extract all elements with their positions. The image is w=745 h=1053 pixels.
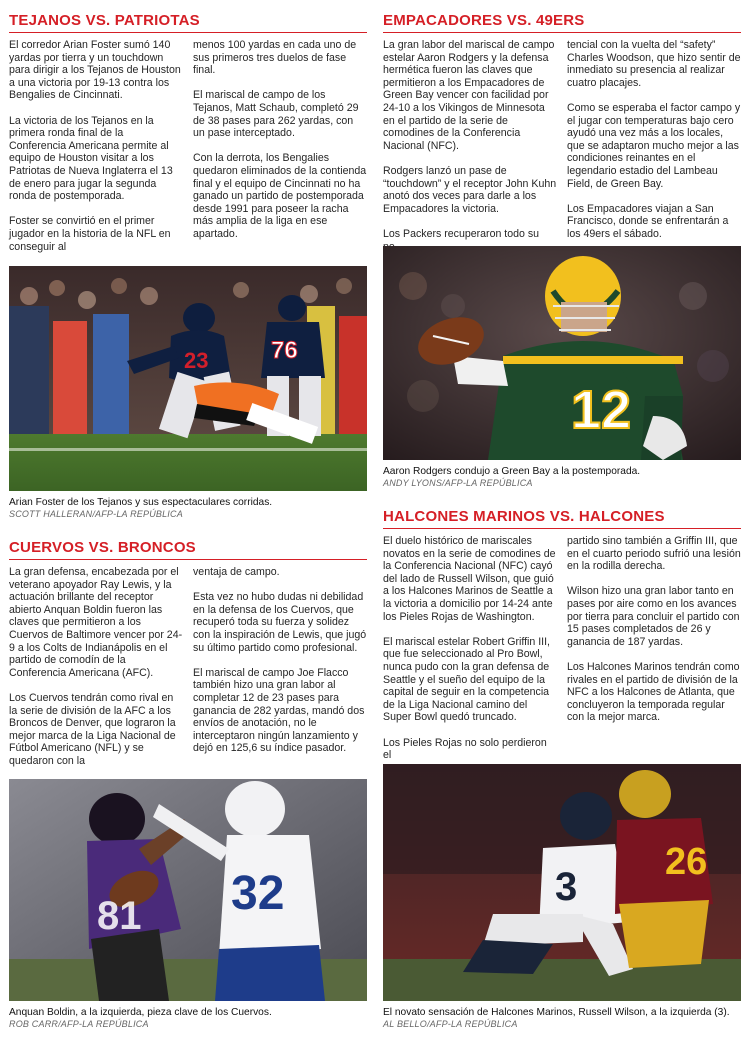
article-heading: EMPACADORES VS. 49ERS [383, 12, 741, 33]
article-column-2 [567, 39, 741, 253]
article-column-1 [9, 566, 183, 768]
paragraph: La victoria de los Tejanos en la primera ronda final de la Conferencia Americana permite al equipo de Houston visitar a los Patriotas de Nueva Inglaterra el 13 de enero para jugar la segunda ronda de postemporada. [9, 114, 173, 203]
photo-block-tejanos [9, 266, 367, 520]
paragraph: menos 100 yardas en cada uno de sus primeros tres duelos de fase final. [193, 39, 357, 77]
article-column-1 [9, 39, 183, 253]
photo-caption: El novato sensación de Halcones Marinos, Russell Wilson, a la izquierda (3). [383, 1007, 730, 1018]
article-column-2 [567, 535, 741, 762]
jersey-number: 76 [271, 337, 298, 364]
article-tejanos [9, 12, 367, 253]
paragraph: El mariscal de campo Joe Flacco también hizo una gran labor al completar 12 de 23 pases para ganancia de 282 yardas, mandó dos envíos de anotación, no le interceptaron ningún lanzamiento y dejó en 125,6 su índice pasador. [193, 666, 365, 755]
paragraph: La gran defensa, encabezada por el veterano apoyador Ray Lewis, y la actuación brillante del receptor abierto Anquan Boldin fueron las claves que permitieron a los Cuervos de Baltimore vencer por 24-9 a los Colts de Indianápolis en el partido de comodín de la Conferencia Americana (AFC). [9, 566, 183, 679]
photo-credit: SCOTT HALLERAN/AFP-LA REPÚBLICA [9, 509, 183, 519]
paragraph: El corredor Arian Foster sumó 140 yardas por tierra y un touchdown para dirigir a los Tejanos de Houston a una victoria por 19-13 contra los Bengalies de Cincinnati. [9, 39, 181, 102]
article-halcones [383, 508, 741, 762]
jersey-number: 26 [665, 841, 708, 883]
jersey-number: 3 [555, 865, 578, 909]
photo-credit: ROB CARR/AFP-LA REPÚBLICA [9, 1019, 149, 1029]
paragraph: Los Empacadores viajan a San Francisco, donde se enfrentarán a los 49ers el sábado. [567, 202, 729, 240]
paragraph: Wilson hizo una gran labor tanto en pases por aire como en los avances por tierra para concluir el partido con 15 pases completados de 26 y ganancia de 187 yardas. [567, 585, 740, 648]
paragraph: Los Packers recuperaron todo su [383, 227, 540, 240]
paragraph: partido sino también a Griffin III, que en el cuarto periodo sufrió una lesión en la rodilla derecha. [567, 535, 741, 573]
paragraph: Esta vez no hubo dudas ni debilidad en la defensa de los Cuervos, que recuperó toda su fuerza y solidez con la inspiración de Lewis, que jugó su último partido como profesional. [193, 591, 367, 654]
jersey-number: 23 [184, 348, 209, 373]
photo-wilson [383, 764, 741, 1001]
paragraph: Los Cuervos tendrán como rival en la serie de división de la AFC a los Broncos de Denver, que lograron la mejor marca de la Liga Nacional de Fútbol Americano (NFL) y se quedaron con la [9, 691, 176, 767]
article-empacadores [383, 12, 741, 253]
paragraph: El mariscal estelar Robert Griffin III, que fue seleccionado al Pro Bowl, nunca pudo con la gran defensa de Seattle y el sueño del equipo de la capital de seguir en la competencia de la Liga Nacional camino del Super Bowl quedó truncado. [383, 635, 551, 724]
photo-boldin [9, 779, 367, 1001]
paragraph: Foster se convirtió en el primer jugador en la historia de la NFL en conseguir al [9, 215, 171, 253]
article-column-1 [383, 535, 557, 762]
photo-block-cuervos [9, 779, 367, 1030]
photo-caption: Arian Foster de los Tejanos y sus espectaculares corridas. [9, 497, 273, 508]
paragraph: ventaja de campo. [193, 566, 280, 578]
paragraph: Con la derrota, los Bengalies quedaron eliminados de la contienda final y el equipo de Cincinnati no ha ganado un partido de postemporada desde 1991 para poseer la racha más amplia de la liga en ese apartado. [193, 152, 367, 240]
jersey-number: 12 [571, 380, 632, 440]
photo-credit: AL BELLO/AFP-LA REPÚBLICA [383, 1019, 518, 1029]
photo-rodgers [383, 246, 741, 460]
article-cuervos [9, 539, 367, 768]
paragraph: tencial con la vuelta del “safety” Charles Woodson, que hizo sentir de inmediato su presencia al realizar cuatro placajes. [567, 39, 741, 89]
paragraph: El duelo histórico de mariscales novatos en la serie de comodines de la Conferencia Nacional (NFC) cayó del lado de Russell Wilson, que guió a los Halcones Marinos de Seattle a la victoria a domicilio por 14-24 ante los Pieles Rojas de Washington. [383, 535, 556, 623]
jersey-number: 81 [97, 894, 142, 938]
paragraph: Los Pieles Rojas no solo perdieron el [383, 736, 547, 762]
paragraph: La gran labor del mariscal de campo estelar Aaron Rodgers y la defensa hermética fueron las claves que permitieron a los Empacadores de Green Bay vencer con facilidad por 24-10 a los Vikingos de Minnesota en el partido de la serie de comodines de la Conferencia Nacional (NFC). [383, 39, 555, 152]
photo-block-halcones [383, 764, 741, 1030]
article-column-2 [193, 39, 367, 253]
article-heading: TEJANOS VS. PATRIOTAS [9, 12, 367, 33]
photo-foster [9, 266, 367, 491]
photo-caption: Anquan Boldin, a la izquierda, pieza clave de los Cuervos. [9, 1007, 272, 1018]
article-column-2 [193, 566, 367, 768]
photo-caption: Aaron Rodgers condujo a Green Bay a la postemporada. [383, 466, 641, 477]
article-heading: HALCONES MARINOS VS. HALCONES [383, 508, 741, 529]
paragraph: El mariscal de campo de los Tejanos, Matt Schaub, completó 29 de 38 pases para 262 yardas, con un pase interceptado. [193, 89, 359, 140]
photo-block-empacadores [383, 246, 741, 489]
jersey-number: 32 [231, 867, 285, 920]
article-column-1 [383, 39, 557, 253]
paragraph: Los Halcones Marinos tendrán como rivales en el partido de división de la NFC a los Halcones de Atlanta, que concluyeron la temporada regular con la mejor marca. [567, 660, 740, 724]
paragraph: Como se esperaba el factor campo y el jugar con temperaturas bajo cero ayudó una vez más a los locales, que se adaptaron mucho mejor a las condiciones reinantes en el legendario estadio del Lambeau Field, de Green Bay. [567, 101, 741, 190]
article-heading: CUERVOS VS. BRONCOS [9, 539, 367, 560]
photo-credit: ANDY LYONS/AFP-LA REPÚBLICA [383, 478, 533, 488]
paragraph: Rodgers lanzó un pase de “touchdown” y el receptor John Kuhn anotó dos veces para darle a los Empacadores la victoria. [383, 164, 557, 215]
